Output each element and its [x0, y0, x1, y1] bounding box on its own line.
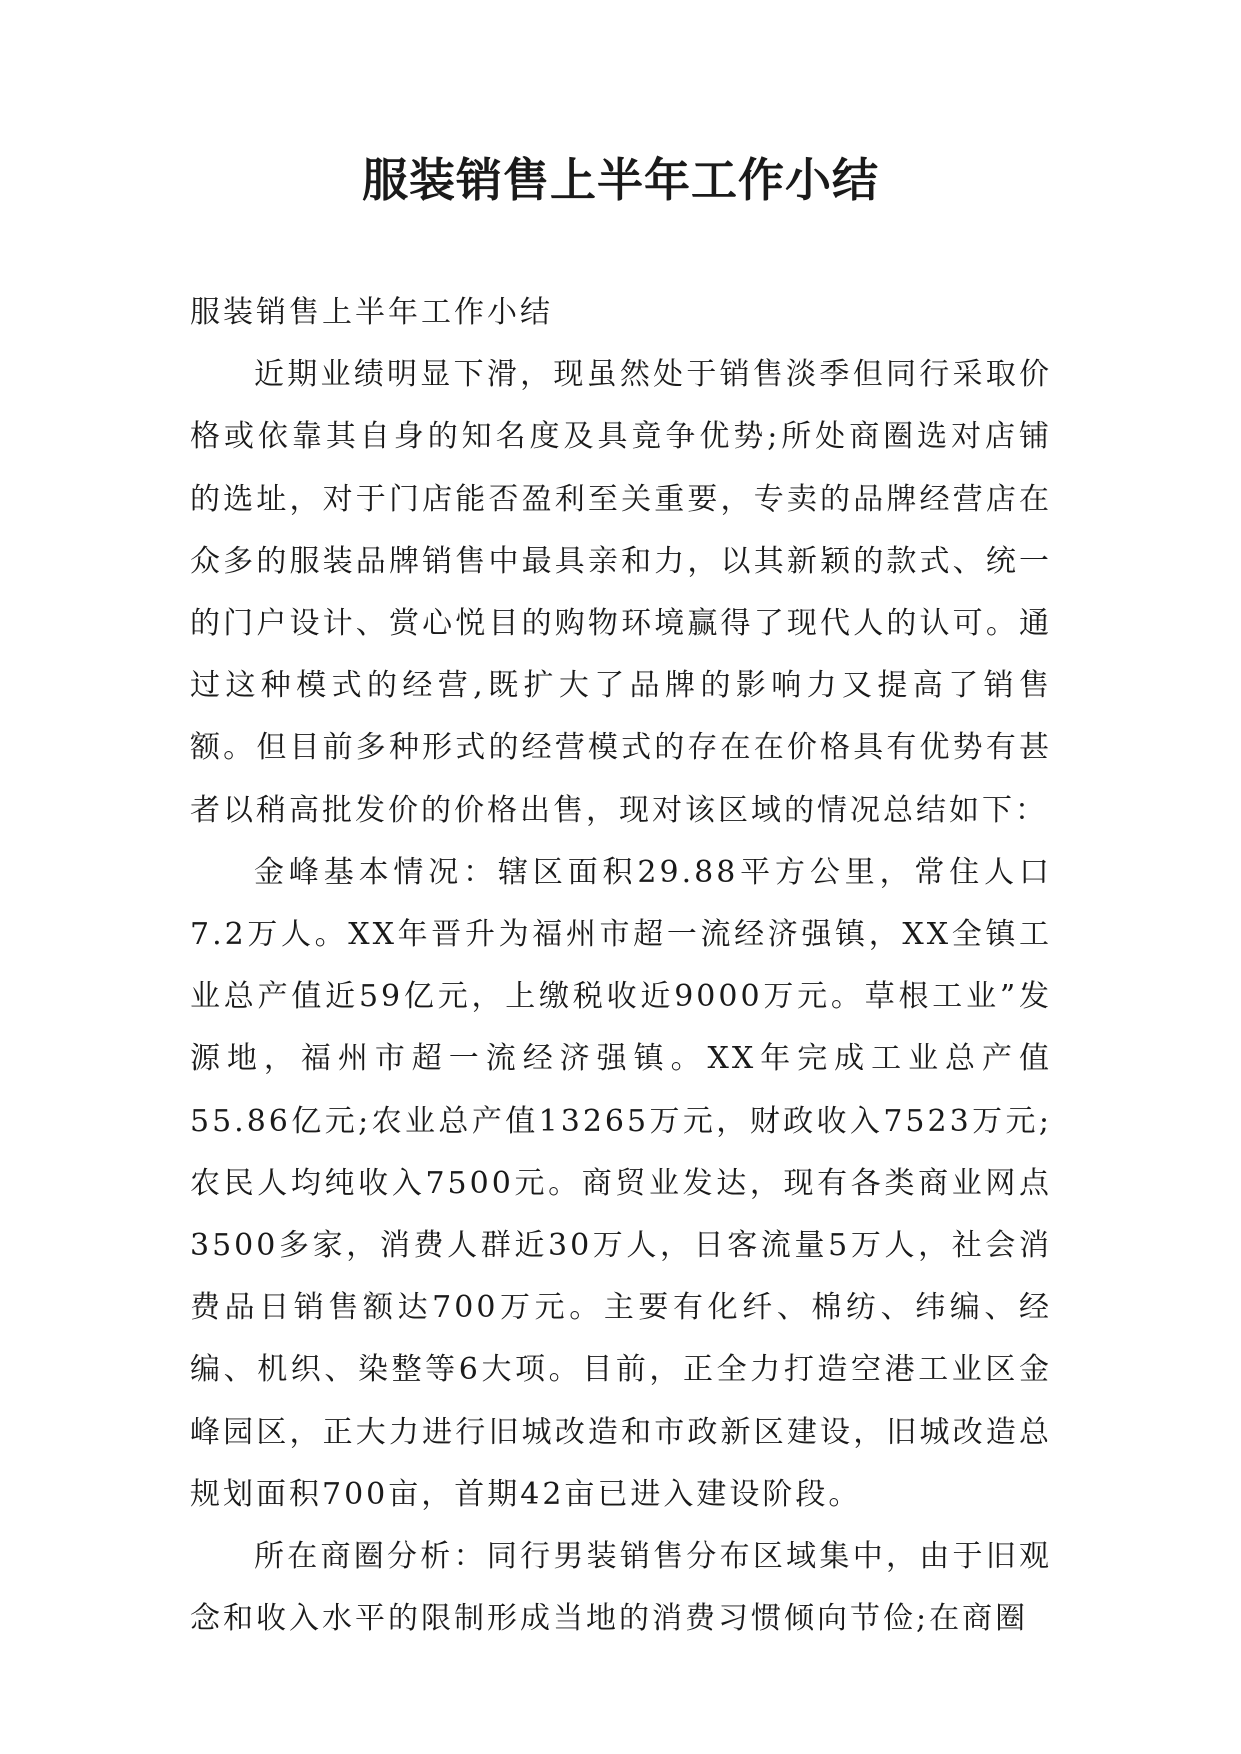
document-title: 服装销售上半年工作小结 [362, 153, 879, 207]
basic-info-paragraph: 金峰基本情况：辖区面积29.88平方公里，常住人口7.2万人。XX年晋升为福州市超一流经济强镇，XX全镇工业总产值近59亿元，上缴税收近9000万元。草根工业”发源地，福州市超一流经济强镇。XX年完成工业总产值55.86亿元;农业总产值13265万元，财政收入7523万元;农民人均纯收入7500元。商贸业发达，现有各类商业网点3500多家，消费人群近30万人，日客流量5万人，社会消费品日销售额达700万元。主要有化纤、棉纺、纬编、经编、机织、染整等6大项。目前，正全力打造空港工业区金峰园区，正大力进行旧城改造和市政新区建设，旧城改造总规划面积700亩，首期42亩已进入建设阶段。 [190, 854, 1052, 1512]
business-district-paragraph: 所在商圈分析：同行男装销售分布区域集中，由于旧观念和收入水平的限制形成当地的消费习惯倾向节俭;在商圈 [190, 1539, 1052, 1637]
intro-paragraph: 近期业绩明显下滑，现虽然处于销售淡季但同行采取价格或依靠其自身的知名度及具竟争优势;所处商圈选对店铺的选址，对于门店能否盈利至关重要，专卖的品牌经营店在众多的服装品牌销售中最具亲和力，以其新颖的款式、统一的门户设计、赏心悦目的购物环境赢得了现代人的认可。通过这种模式的经营,既扩大了品牌的影响力又提高了销售额。但目前多种形式的经营模式的存在在价格具有优势有甚者以稍高批发价的价格出售，现对该区域的情况总结如下： [190, 357, 1052, 828]
subtitle-paragraph: 服装销售上半年工作小结 [190, 295, 553, 330]
document-body [190, 282, 1052, 1650]
